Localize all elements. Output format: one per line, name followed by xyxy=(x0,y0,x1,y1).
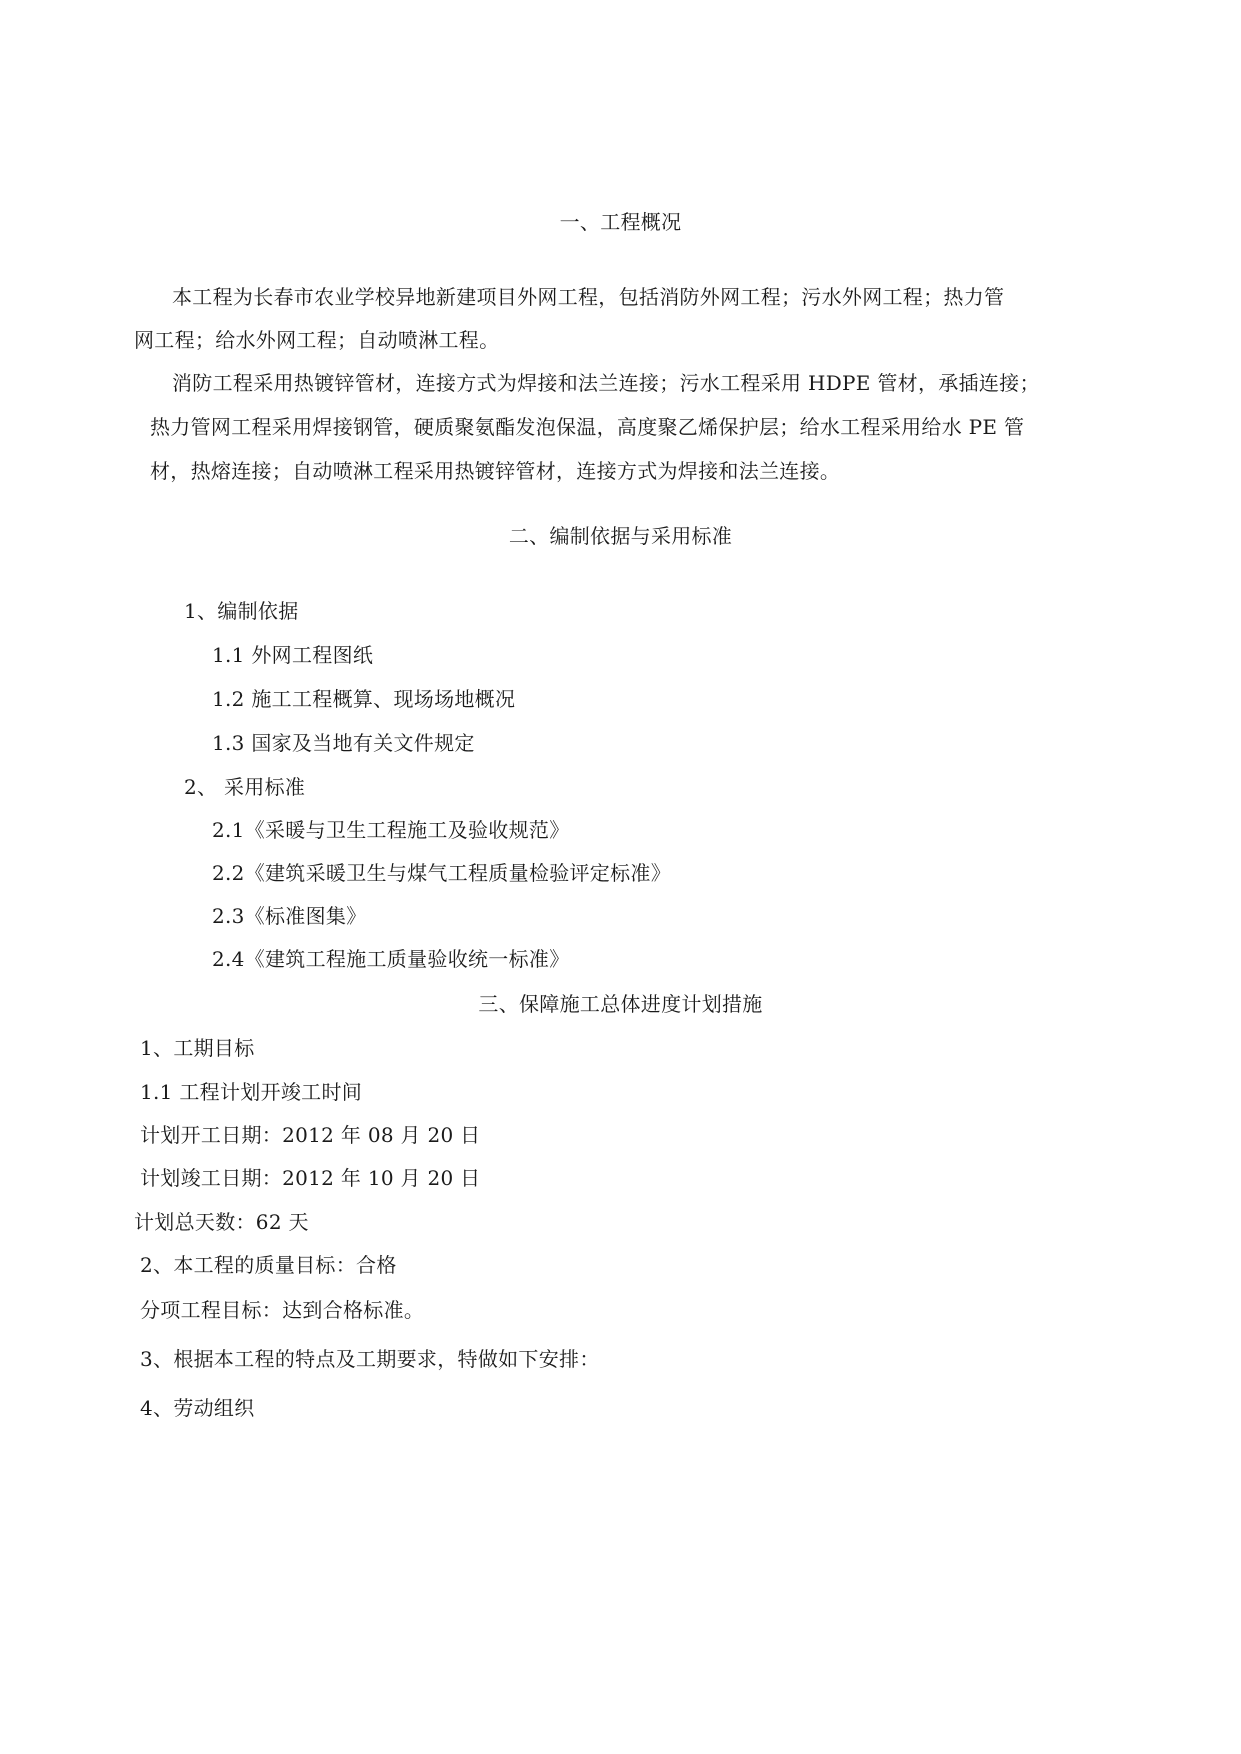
list-item: 1.2 施工工程概算、现场场地概况 xyxy=(212,687,516,711)
list-item: 2.2《建筑采暖卫生与煤气工程质量检验评定标准》 xyxy=(212,861,672,885)
sub-goal: 分项工程目标：达到合格标准。 xyxy=(140,1298,425,1322)
list-item: 2.4《建筑工程施工质量验收统一标准》 xyxy=(212,947,570,971)
section-title-overview: 一、工程概况 xyxy=(559,210,682,234)
total-days: 计划总天数：62 天 xyxy=(134,1210,309,1234)
quality-goal: 2、本工程的质量目标：合格 xyxy=(140,1253,397,1277)
schedule-item: 1.1 工程计划开竣工时间 xyxy=(140,1080,363,1104)
list-item: 1.3 国家及当地有关文件规定 xyxy=(212,731,475,755)
list-item: 2.3《标准图集》 xyxy=(212,904,367,928)
schedule-item: 1、工期目标 xyxy=(140,1036,255,1060)
paragraph-line: 网工程；给水外网工程；自动喷淋工程。 xyxy=(134,328,500,352)
labor-organization: 4、劳动组织 xyxy=(140,1396,255,1420)
section-title-basis-standards: 二、编制依据与采用标准 xyxy=(508,524,733,548)
paragraph-line: 材，热熔连接；自动喷淋工程采用热镀锌管材，连接方式为焊接和法兰连接。 xyxy=(150,459,841,483)
paragraph-line: 热力管网工程采用焊接钢管，硬质聚氨酯发泡保温，高度聚乙烯保护层；给水工程采用给水 PE 管 xyxy=(150,415,1025,439)
arrangement: 3、根据本工程的特点及工期要求，特做如下安排： xyxy=(140,1347,600,1371)
start-date: 计划开工日期：2012 年 08 月 20 日 xyxy=(140,1123,481,1147)
section-title-schedule-measures: 三、保障施工总体进度计划措施 xyxy=(478,992,763,1016)
basis-heading: 1、编制依据 xyxy=(184,599,299,623)
end-date: 计划竣工日期：2012 年 10 月 20 日 xyxy=(140,1166,481,1190)
standards-heading: 2、 采用标准 xyxy=(184,775,306,799)
paragraph-line: 本工程为长春市农业学校异地新建项目外网工程，包括消防外网工程；污水外网工程；热力管 xyxy=(172,285,1005,309)
list-item: 2.1《采暖与卫生工程施工及验收规范》 xyxy=(212,818,570,842)
list-item: 1.1 外网工程图纸 xyxy=(212,643,374,667)
paragraph-line: 消防工程采用热镀锌管材，连接方式为焊接和法兰连接；污水工程采用 HDPE 管材，承插连接； xyxy=(172,371,1040,395)
